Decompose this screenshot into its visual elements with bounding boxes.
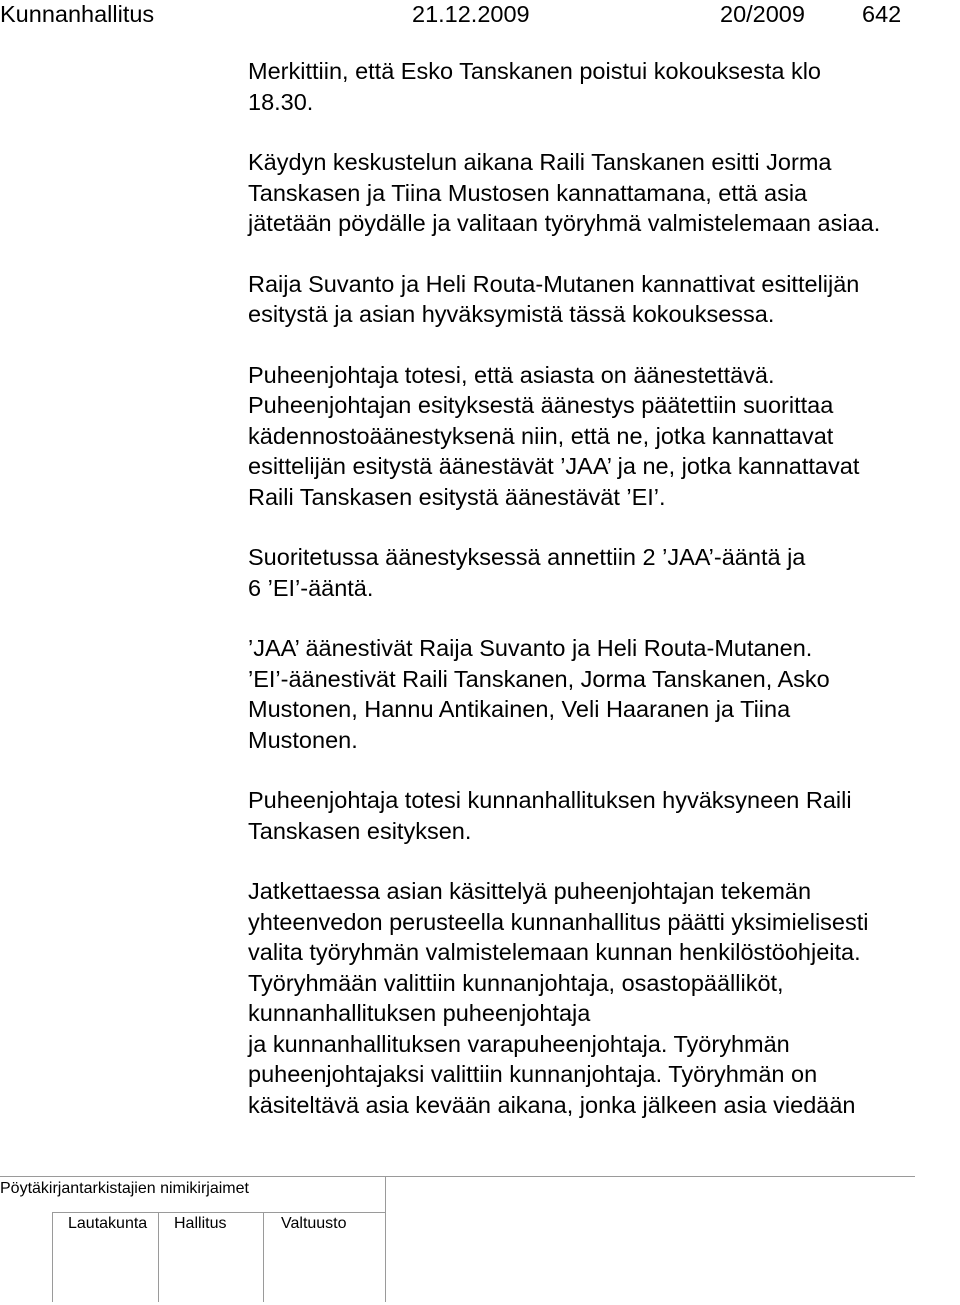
line: ja kunnanhallituksen varapuheenjohtaja. Työryhmän: [248, 1030, 790, 1057]
paragraph-voters: [248, 633, 953, 755]
line: käsiteltävä asia kevään aikana, jonka jälkeen asia viedään: [248, 1091, 856, 1118]
line: Mustonen.: [248, 726, 358, 753]
line: Merkittiin, että Esko Tanskanen poistui kokouksesta klo: [248, 58, 821, 84]
line: jätetään pöydälle ja valitaan työryhmä valmistelemaan asiaa.: [248, 210, 881, 236]
line: Raija Suvanto ja Heli Routa-Mutanen kannattivat esittelijän: [248, 270, 860, 297]
line: ’EI’-äänestivät Raili Tanskanen, Jorma Tanskanen, Asko: [248, 665, 830, 692]
header-organ: Kunnanhallitus: [0, 1, 155, 27]
paragraph-support: [248, 269, 953, 330]
line: Tanskasen ja Tiina Mustosen kannattamana, että asia: [248, 179, 808, 206]
line: Puheenjohtaja totesi, että asiasta on äänestettävä.: [248, 361, 775, 388]
footer-column-divider: [52, 1212, 53, 1302]
line: yhteenvedon perusteella kunnanhallitus päätti yksimielisesti: [248, 908, 869, 935]
minutes-body: [248, 56, 953, 1120]
line: Jatkettaessa asian käsittelyä puheenjohtajan tekemän: [248, 878, 812, 904]
header-page-number: 642: [862, 1, 902, 27]
paragraph-working-group: [248, 876, 953, 1120]
footer-label-lautakunta: Lautakunta: [68, 1215, 148, 1232]
line: Tanskasen esityksen.: [248, 817, 472, 844]
line: Puheenjohtajan esityksestä äänestys päätettiin suorittaa: [248, 392, 834, 418]
line: Puheenjohtaja totesi kunnanhallituksen hyväksyneen Raili: [248, 787, 852, 813]
footer-initials-heading: Pöytäkirjantarkistajien nimikirjaimet: [0, 1180, 249, 1197]
line: puheenjohtajaksi valittiin kunnanjohtaja. Työryhmän on: [248, 1061, 818, 1087]
line: esittelijän esitystä äänestävät ’JAA’ ja ne, jotka kannattavat: [248, 453, 860, 479]
paragraph-vote-result: [248, 542, 953, 603]
paragraph-chair-statement: [248, 785, 953, 846]
footer-row-divider: [52, 1212, 385, 1213]
line: 18.30.: [248, 88, 314, 115]
footer-label-valtuusto: Valtuusto: [281, 1215, 347, 1232]
footer-column-divider: [385, 1177, 386, 1302]
paragraph-leaving: [248, 56, 953, 117]
line: Työryhmään valittiin kunnanjohtaja, osastopäälliköt,: [248, 969, 784, 996]
line: valita työryhmän valmistelemaan kunnan henkilöstöohjeita.: [248, 939, 861, 965]
line: kädennostoäänestyksenä niin, että ne, jotka kannattavat: [248, 422, 834, 449]
header-minutes-number: 20/2009: [720, 1, 805, 27]
line: ’JAA’ äänestivät Raija Suvanto ja Heli Routa-Mutanen.: [248, 635, 813, 661]
footer-label-hallitus: Hallitus: [174, 1215, 227, 1232]
header-date: 21.12.2009: [412, 1, 530, 27]
line: esitystä ja asian hyväksymistä tässä kokouksessa.: [248, 301, 775, 327]
line: Mustonen, Hannu Antikainen, Veli Haaranen ja Tiina: [248, 696, 791, 722]
footer-top-rule: [0, 1176, 915, 1177]
footer-column-divider: [158, 1212, 159, 1302]
footer-column-divider: [263, 1212, 264, 1302]
line: 6 ’EI’-ääntä.: [248, 574, 374, 601]
line: Suoritetussa äänestyksessä annettiin 2 ’JAA’-ääntä ja: [248, 544, 806, 570]
line: Raili Tanskasen esitystä äänestävät ’EI’.: [248, 483, 666, 510]
line: Käydyn keskustelun aikana Raili Tanskanen esitti Jorma: [248, 149, 832, 175]
paragraph-proposal: [248, 147, 953, 239]
line: kunnanhallituksen puheenjohtaja: [248, 1000, 591, 1026]
paragraph-vote-procedure: [248, 360, 953, 513]
